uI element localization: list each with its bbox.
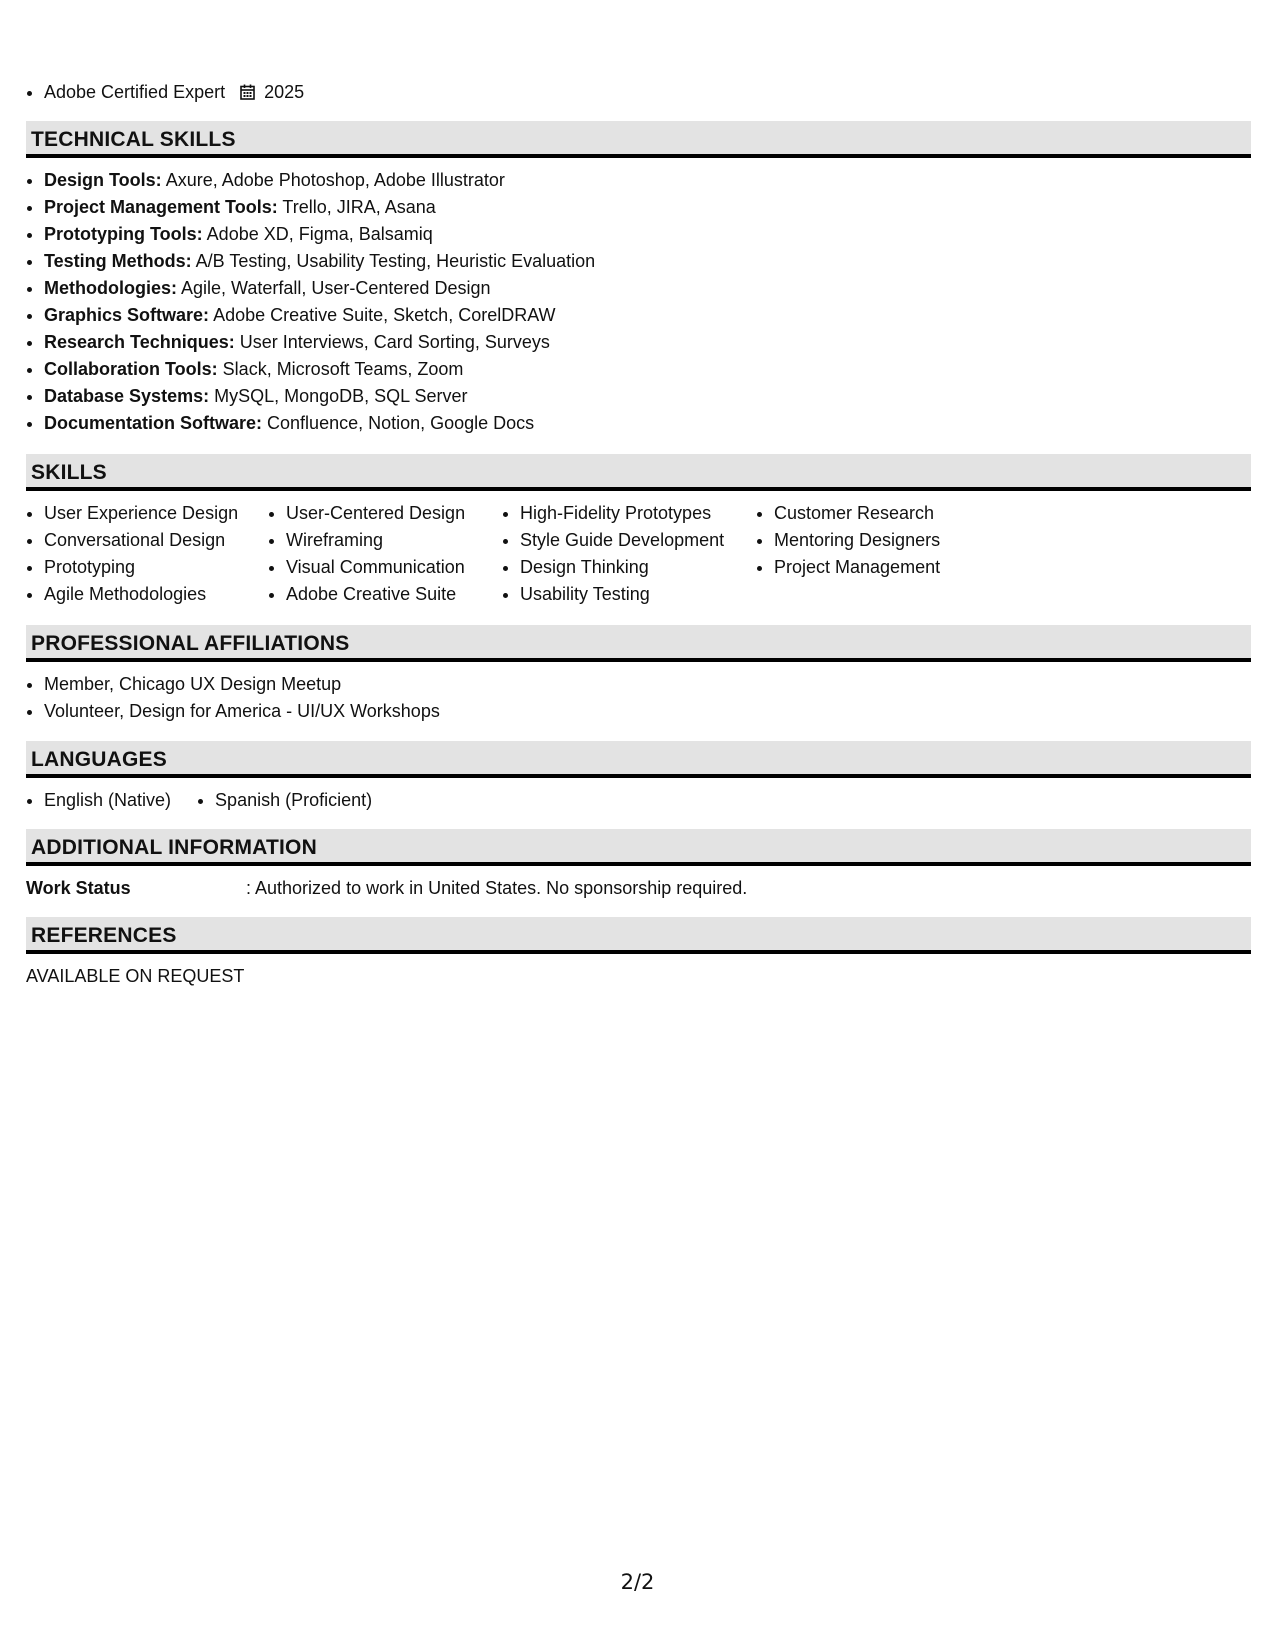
skill-category-value: Confluence, Notion, Google Docs <box>267 413 535 433</box>
skills-grid <box>26 500 1251 608</box>
section-title: SKILLS <box>31 461 107 484</box>
work-status-value: : Authorized to work in United States. No sponsorship required. <box>246 878 748 898</box>
skills-column <box>502 500 756 608</box>
skill-category-label: Project Management Tools: <box>44 197 278 217</box>
section-title: ADDITIONAL INFORMATION <box>31 836 317 859</box>
list-item: • Usability Testing <box>520 581 756 608</box>
skills-column <box>756 500 1034 608</box>
list-item <box>44 221 1269 248</box>
list-item <box>44 329 1269 356</box>
skill-category-label: Testing Methods: <box>44 251 192 271</box>
certification-year: 2025 <box>264 82 305 102</box>
skill-category-value: Adobe Creative Suite, Sketch, CorelDRAW <box>213 305 556 325</box>
skill-category-value: Axure, Adobe Photoshop, Adobe Illustrator <box>165 170 505 190</box>
work-status-row <box>26 875 1251 902</box>
list-item <box>44 248 1269 275</box>
skill-category-value: Agile, Waterfall, User-Centered Design <box>181 278 491 298</box>
skill-category-label: Documentation Software: <box>44 413 263 433</box>
list-item: • Visual Communication <box>286 554 502 581</box>
list-item <box>44 383 1269 410</box>
skill-category-label: Database Systems: <box>44 386 210 406</box>
calendar-icon <box>240 84 255 100</box>
skill-category-value: MySQL, MongoDB, SQL Server <box>214 386 468 406</box>
skill-category-value: Trello, JIRA, Asana <box>282 197 436 217</box>
section-title: LANGUAGES <box>31 748 167 771</box>
skill-category-label: Prototyping Tools: <box>44 224 203 244</box>
skill-category-value: A/B Testing, Usability Testing, Heuristic Evaluation <box>195 251 596 271</box>
certifications-list <box>26 79 304 106</box>
list-item: • Agile Methodologies <box>44 581 268 608</box>
list-item: • Wireframing <box>286 527 502 554</box>
technical-skills-list <box>26 167 1269 437</box>
list-item: • User-Centered Design <box>286 500 502 527</box>
list-item: • Mentoring Designers <box>774 527 1034 554</box>
list-item <box>44 410 1269 437</box>
work-status-label: Work Status <box>26 878 131 898</box>
list-item <box>44 356 1269 383</box>
list-item <box>44 275 1269 302</box>
affiliations-list <box>26 671 1269 725</box>
languages-header <box>26 741 1251 778</box>
affiliations-header <box>26 625 1251 662</box>
list-item: • Conversational Design <box>44 527 268 554</box>
list-item: • User Experience Design <box>44 500 268 527</box>
skills-column <box>268 500 502 608</box>
skill-category-label: Collaboration Tools: <box>44 359 218 379</box>
list-item: • English (Native) <box>44 787 171 814</box>
list-item: • Member, Chicago UX Design Meetup <box>44 671 1269 698</box>
technical-skills-header <box>26 121 1251 158</box>
skill-category-label: Graphics Software: <box>44 305 210 325</box>
skill-category-label: Design Tools: <box>44 170 162 190</box>
section-title: TECHNICAL SKILLS <box>31 128 236 151</box>
list-item: • Volunteer, Design for America - UI/UX Workshops <box>44 698 1269 725</box>
list-item: • Design Thinking <box>520 554 756 581</box>
list-item: • Customer Research <box>774 500 1034 527</box>
skill-category-value: Slack, Microsoft Teams, Zoom <box>222 359 464 379</box>
languages-list <box>26 787 1269 814</box>
list-item: • Adobe Creative Suite <box>286 581 502 608</box>
list-item: • Style Guide Development <box>520 527 756 554</box>
section-title: PROFESSIONAL AFFILIATIONS <box>31 632 350 655</box>
list-item: • High-Fidelity Prototypes <box>520 500 756 527</box>
list-item: • Prototyping <box>44 554 268 581</box>
section-title: REFERENCES <box>31 924 177 947</box>
references-header <box>26 917 1251 954</box>
list-item <box>44 302 1269 329</box>
list-item <box>44 194 1269 221</box>
skills-column <box>26 500 268 608</box>
list-item: • Project Management <box>774 554 1034 581</box>
skill-category-value: User Interviews, Card Sorting, Surveys <box>239 332 550 352</box>
references-text: AVAILABLE ON REQUEST <box>26 966 245 986</box>
skills-header <box>26 454 1251 491</box>
skill-category-label: Methodologies: <box>44 278 177 298</box>
skill-category-value: Adobe XD, Figma, Balsamiq <box>206 224 433 244</box>
list-item <box>44 167 1269 194</box>
page-number: 2/2 <box>620 1570 655 1594</box>
certification-name: Adobe Certified Expert <box>44 82 226 102</box>
list-item <box>44 79 304 106</box>
skill-category-label: Research Techniques: <box>44 332 235 352</box>
additional-information-header <box>26 829 1251 866</box>
list-item: • Spanish (Proficient) <box>215 787 372 814</box>
